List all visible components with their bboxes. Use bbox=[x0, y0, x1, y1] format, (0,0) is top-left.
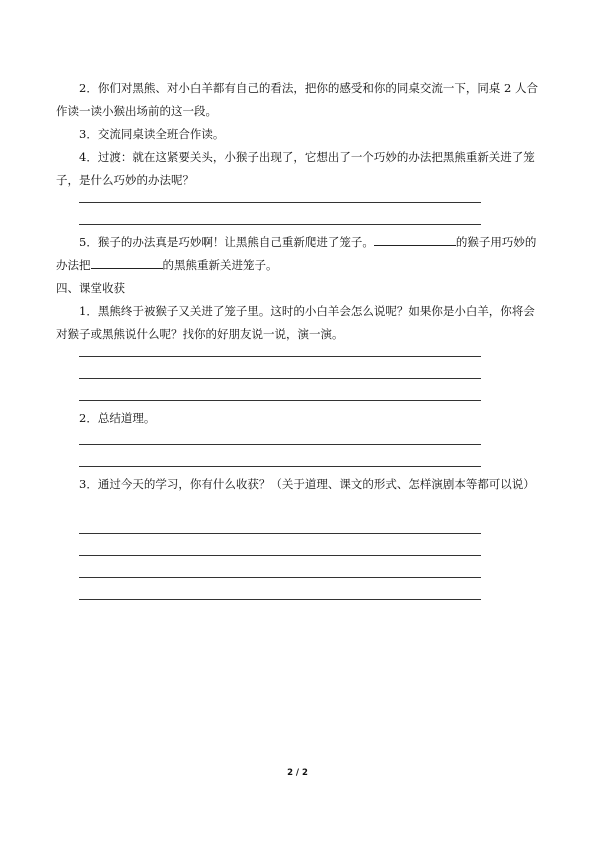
item-5-text-c: 的黑熊重新关进笼子。 bbox=[162, 258, 278, 272]
fill-blank-1[interactable] bbox=[374, 231, 456, 246]
answer-line[interactable] bbox=[79, 533, 481, 534]
answer-line[interactable] bbox=[79, 224, 481, 225]
item-5-paragraph bbox=[56, 231, 542, 277]
answer-line[interactable] bbox=[79, 400, 481, 401]
item-5-text-a: 5．猴子的办法真是巧妙啊！让黑熊自己重新爬进了笼子。 bbox=[79, 235, 374, 249]
answer-line[interactable] bbox=[79, 202, 481, 203]
section-4-question-2: 2．总结道理。 bbox=[79, 411, 156, 425]
page-number: 2 / 2 bbox=[287, 768, 308, 778]
section-4-question-3: 3．通过今天的学习，你有什么收获？（关于道理、课文的形式、怎样演剧本等都可以说） bbox=[79, 477, 535, 491]
item-3-paragraph: 3．交流同桌读全班合作读。 bbox=[79, 127, 225, 141]
answer-line[interactable] bbox=[79, 555, 481, 556]
answer-line[interactable] bbox=[79, 599, 481, 600]
answer-line[interactable] bbox=[79, 444, 481, 445]
item-2-paragraph: 2．你们对黑熊、对小白羊都有自己的看法，把你的感受和你的同桌交流一下，同桌 2 人合作读一读小猴出场前的这一段。 bbox=[56, 81, 538, 118]
answer-line[interactable] bbox=[79, 356, 481, 357]
item-4-paragraph: 4．过渡：就在这紧要关头，小猴子出现了，它想出了一个巧妙的办法把黑熊重新关进了笼子，是什么巧妙的办法呢？ bbox=[56, 150, 535, 187]
fill-blank-2[interactable] bbox=[91, 254, 163, 269]
section-4-heading: 四、课堂收获 bbox=[56, 281, 125, 295]
answer-line[interactable] bbox=[79, 466, 481, 467]
answer-line[interactable] bbox=[79, 378, 481, 379]
item-5-text-b: 的猴子用巧妙的办法把 bbox=[56, 235, 537, 272]
answer-line[interactable] bbox=[79, 577, 481, 578]
section-4-question-1: 1．黑熊终于被猴子又关进了笼子里。这时的小白羊会怎么说呢？如果你是小白羊，你将会对猴子或黑熊说什么呢？找你的好朋友说一说，演一演。 bbox=[56, 304, 535, 341]
